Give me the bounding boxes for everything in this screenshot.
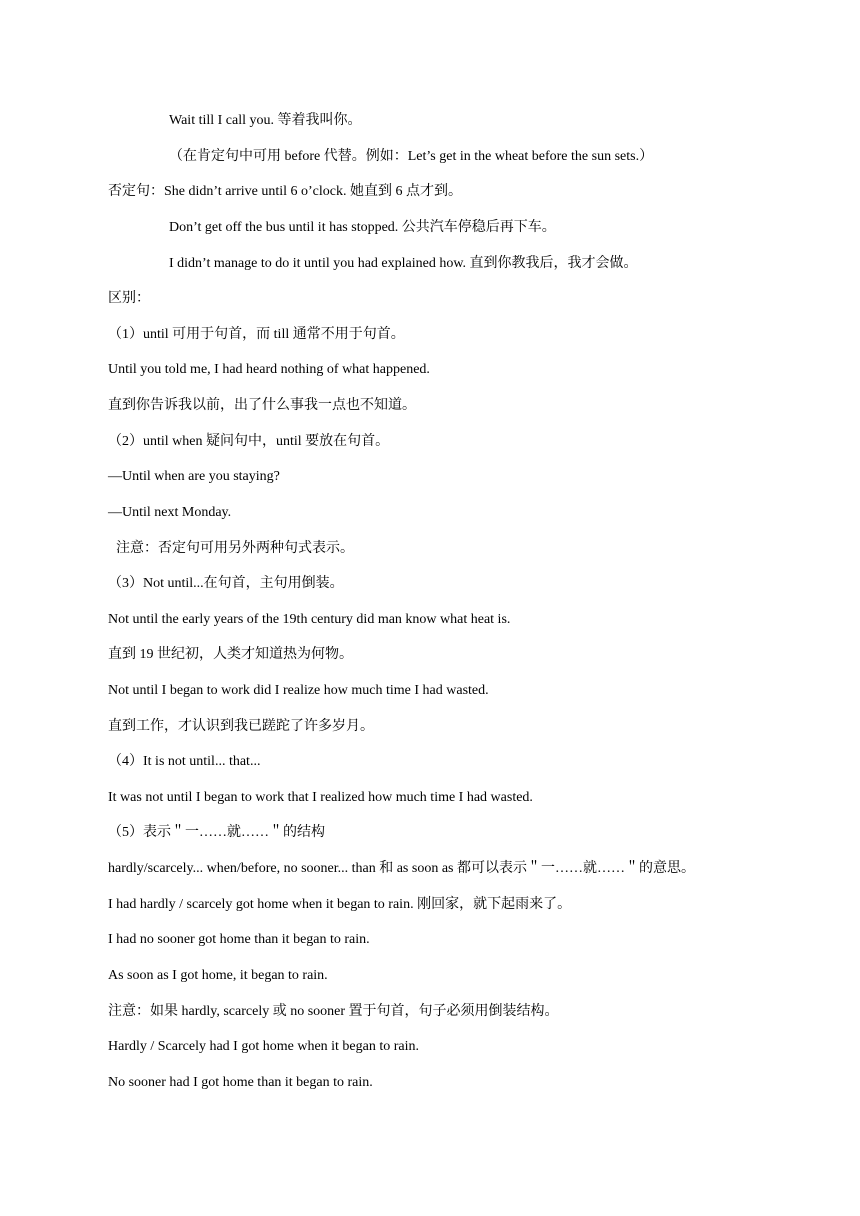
text-line: —Until when are you staying?	[108, 469, 280, 484]
text-line: 否定句：She didn’t arrive until 6 o’clock. 她直到 6 点才到。	[108, 184, 462, 199]
text-line: No sooner had I got home than it began to rain.	[108, 1075, 373, 1090]
text-line: （3）Not until...在句首，主句用倒装。	[108, 576, 344, 591]
text-line: It was not until I began to work that I realized how much time I had wasted.	[108, 790, 533, 805]
text-line: I had hardly / scarcely got home when it began to rain. 刚回家，就下起雨来了。	[108, 897, 572, 912]
text-line: Not until the early years of the 19th century did man know what heat is.	[108, 612, 511, 627]
text-line: Until you told me, I had heard nothing of what happened.	[108, 362, 430, 377]
text-line: Wait till I call you. 等着我叫你。	[169, 113, 362, 128]
text-line: As soon as I got home, it began to rain.	[108, 968, 328, 983]
text-line: （在肯定句中可用 before 代替。例如：Let’s get in the wheat before the sun sets.）	[169, 149, 654, 164]
text-line: I didn’t manage to do it until you had explained how. 直到你教我后，我才会做。	[169, 256, 638, 271]
text-line: Hardly / Scarcely had I got home when it began to rain.	[108, 1039, 420, 1054]
text-line: （5）表示＂一……就……＂的结构	[108, 825, 325, 840]
text-line: （1）until 可用于句首，而 till 通常不用于句首。	[108, 327, 405, 342]
text-line: —Until next Monday.	[108, 505, 232, 520]
text-line: 注意：否定句可用另外两种句式表示。	[116, 541, 354, 556]
text-line: 直到 19 世纪初，人类才知道热为何物。	[108, 647, 353, 662]
text-line: hardly/scarcely... when/before, no sooner... than 和 as soon as 都可以表示＂一……就……＂的意思。	[108, 861, 695, 876]
text-line: Not until I began to work did I realize how much time I had wasted.	[108, 683, 489, 698]
text-line: 直到你告诉我以前，出了什么事我一点也不知道。	[108, 398, 416, 413]
text-line: （2）until when 疑问句中，until 要放在句首。	[108, 434, 390, 449]
text-line: I had no sooner got home than it began to rain.	[108, 932, 370, 947]
text-line: 直到工作，才认识到我已蹉跎了许多岁月。	[108, 719, 374, 734]
text-line: （4）It is not until... that...	[108, 754, 261, 769]
text-line: 注意：如果 hardly, scarcely 或 no sooner 置于句首，句子必须用倒装结构。	[108, 1004, 559, 1019]
text-line: Don’t get off the bus until it has stopped. 公共汽车停稳后再下车。	[169, 220, 556, 235]
text-line: 区别：	[108, 291, 150, 306]
